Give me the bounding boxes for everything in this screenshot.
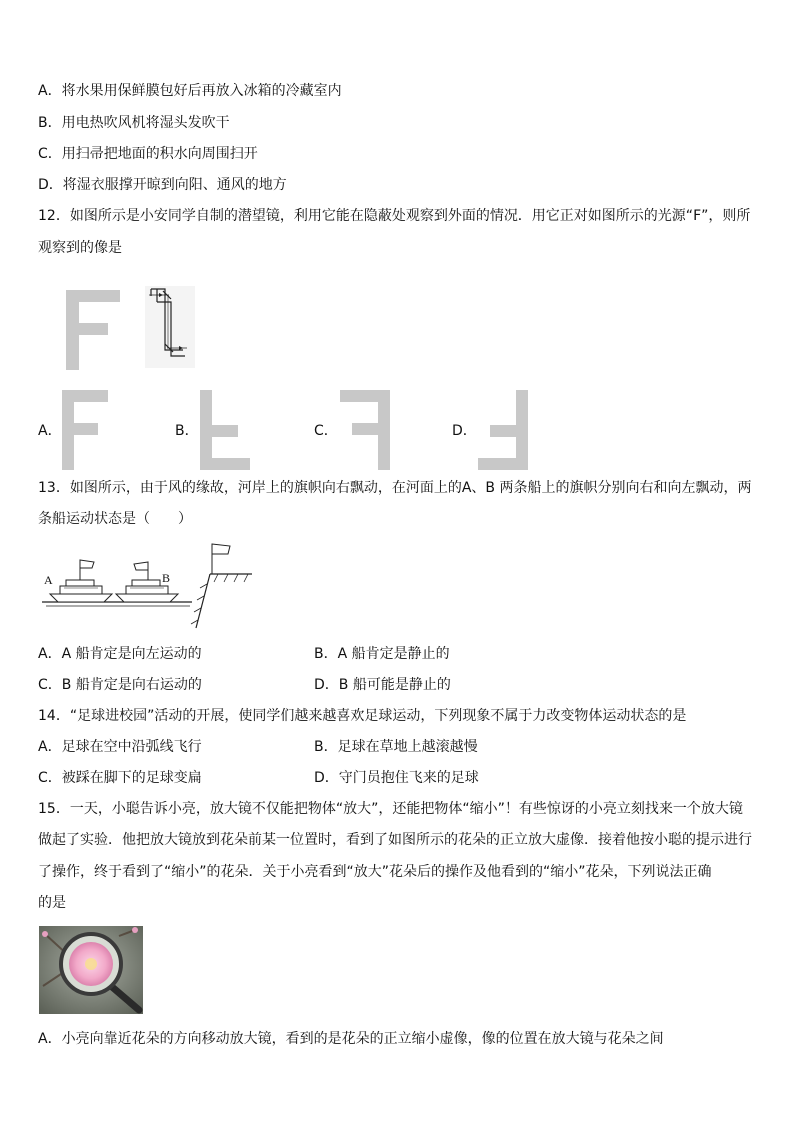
periscope-diagram [145,286,195,368]
q14-stem: 14．“足球进校园”活动的开展，使同学们越来越喜欢足球运动，下列现象不属于力改变物体运动状态的是 [38,708,687,724]
q12-option-d-image [478,390,530,470]
q15-option-a: A．小亮向靠近花朵的方向移动放大镜，看到的是花朵的正立缩小虚像，像的位置在放大镜与花朵之间 [38,1031,664,1047]
q15-stem-line1: 15．一天，小聪告诉小亮，放大镜不仅能把物体“放大”，还能把物体“缩小”！有些惊讶的小亮立刻找来一个放大镜 [38,801,743,817]
q12-option-d-label: D． [452,423,477,439]
q14-option-c: C．被踩在脚下的足球变扁 [38,770,202,786]
q13-option-d: D．B 船可能是静止的 [314,677,451,693]
q14-option-d: D．守门员抱住飞来的足球 [314,770,479,786]
q11-option-b: B．用电热吹风机将湿头发吹干 [38,115,230,131]
q15-stem-line3: 了操作，终于看到了“缩小”的花朵．关于小亮看到“放大”花朵后的操作及他看到的“缩小”花朵，下列说法正确 [38,864,712,880]
q14-option-a: A．足球在空中沿弧线飞行 [38,739,202,755]
boat-b-label: B [162,571,171,585]
q15-stem-line4: 的是 [38,895,66,911]
q15-stem-line2: 做起了实验．他把放大镜放到花朵前某一位置时，看到了如图所示的花朵的正立放大虚像．接着他按小聪的提示进行 [38,832,752,848]
q12-option-c-image [340,390,392,470]
q11-option-a: A．将水果用保鲜膜包好后再放入冰箱的冷藏室内 [38,83,342,99]
q13-stem-line1: 13．如图所示，由于风的缘故，河岸上的旗帜向右飘动，在河面上的A、B 两条船上的旗帜分别向右和向左飘动，两 [38,480,752,496]
q12-option-a-image [62,390,110,470]
q12-option-b-image [200,390,252,470]
boats-river-diagram [40,540,260,632]
q13-option-a: A．A 船肯定是向左运动的 [38,646,202,662]
q12-option-b-label: B． [175,423,199,439]
boat-a-label: A [44,573,53,587]
q13-option-b: B．A 船肯定是静止的 [314,646,450,662]
magnifier-flower-photo [39,926,143,1014]
q12-option-a-label: A． [38,423,62,439]
q13-stem-line2: 条船运动状态是（ ） [38,511,192,527]
q12-stem-line2: 观察到的像是 [38,240,122,256]
q14-option-b: B．足球在草地上越滚越慢 [314,739,478,755]
q11-option-c: C．用扫帚把地面的积水向周围扫开 [38,146,258,162]
q13-option-c: C．B 船肯定是向右运动的 [38,677,202,693]
q11-option-d: D．将湿衣服撑开晾到向阳、通风的地方 [38,177,287,193]
q12-stem-line1: 12．如图所示是小安同学自制的潜望镜，利用它能在隐蔽处观察到外面的情况．用它正对如图所示的光源“F”，则所 [38,208,751,224]
q12-option-c-label: C． [314,423,338,439]
light-source-f-glyph [66,290,122,370]
